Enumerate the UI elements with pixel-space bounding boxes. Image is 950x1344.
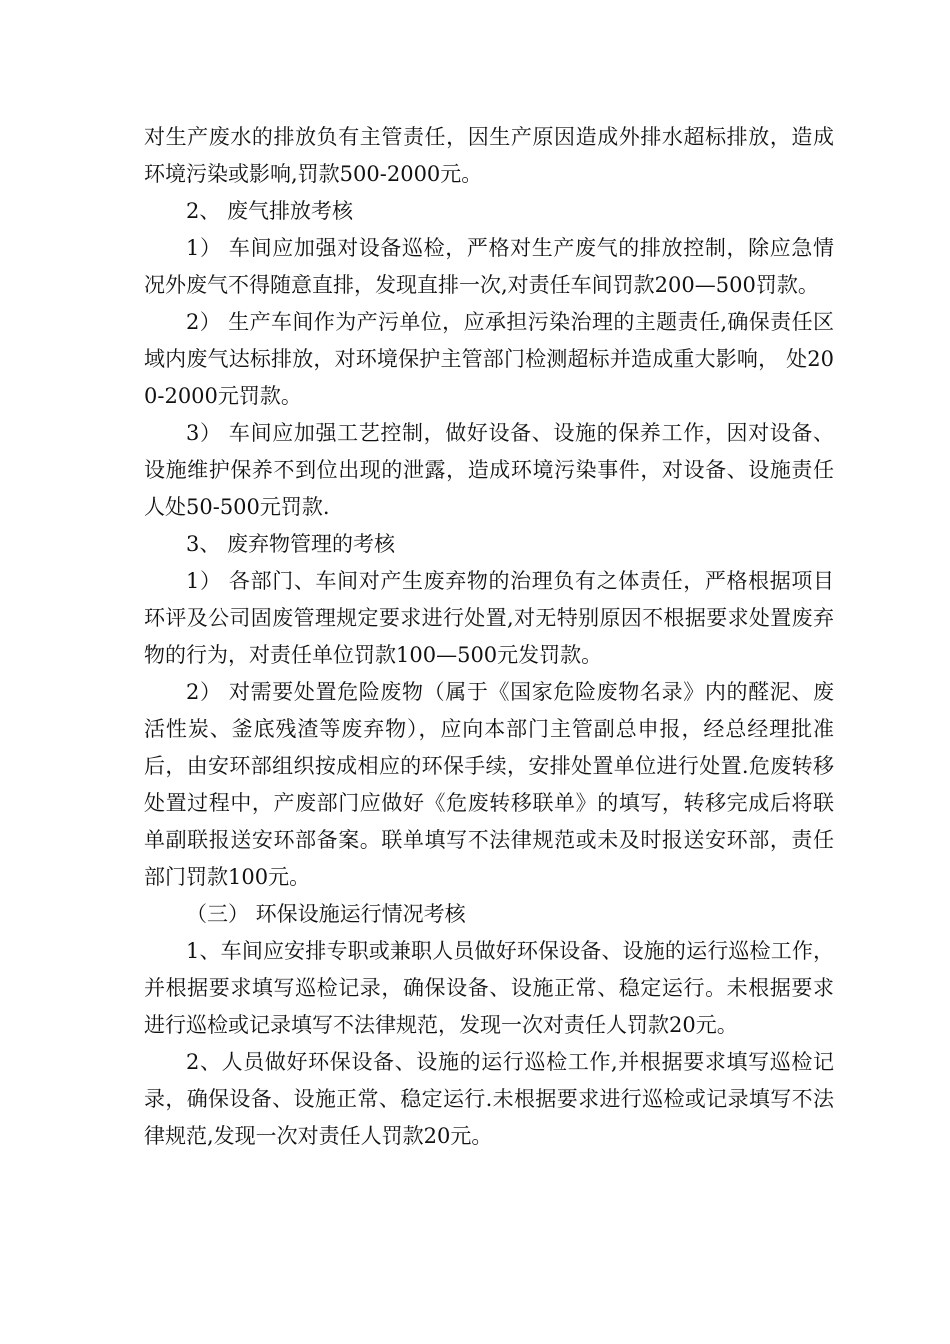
heading-waste-management: 3、 废弃物管理的考核 <box>186 532 396 556</box>
heading-exhaust-gas-assessment: 2、 废气排放考核 <box>186 199 354 223</box>
paragraph-facility-inspection-2: 2、人员做好环保设备、设施的运行巡检工作,并根据要求填写巡检记录，确保设备、设施正常、稳定运行.未根据要求进行巡检或记录填写不法律规范,发现一次对责任人罚款20元。 <box>144 1050 834 1148</box>
paragraph-hazardous-waste: 2） 对需要处置危险废物（属于《国家危险废物名录》内的醛泥、废活性炭、釜底残渣等废弃物），应向本部门主管副总申报，经总经理批准后，由安环部组织按成相应的环保手续，安排处置单位进行处置.危废转移处置过程中，产废部门应做好《危废转移联单》的填写，转移完成后将联单副联报送安环部备案。联单填写不法律规范或未及时报送安环部，责任部门罚款100元。 <box>144 680 834 889</box>
document-body <box>144 119 834 1155</box>
paragraph-exhaust-inspection: 1） 车间应加强对设备巡检，严格对生产废气的排放控制，除应急情况外废气不得随意直排，发现直排一次,对责任车间罚款200—500罚款。 <box>144 236 834 297</box>
paragraph-process-control: 3） 车间应加强工艺控制，做好设备、设施的保养工作，因对设备、设施维护保养不到位出现的泄露，造成环境污染事件，对设备、设施责任人处50-500元罚款. <box>144 421 834 519</box>
paragraph-waste-disposal: 1） 各部门、车间对产生废弃物的治理负有之体责任，严格根据项目环评及公司固废管理规定要求进行处置,对无特别原因不根据要求处置废弃物的行为，对责任单位罚款100—500元发罚款。 <box>144 569 834 667</box>
paragraph-exhaust-responsibility: 2） 生产车间作为产污单位，应承担污染治理的主题责任,确保责任区域内废气达标排放，对环境保护主管部门检测超标并造成重大影响， 处200-2000元罚款。 <box>144 310 834 408</box>
paragraph-facility-inspection-1: 1、车间应安排专职或兼职人员做好环保设备、设施的运行巡检工作，并根据要求填写巡检记录，确保设备、设施正常、稳定运行。未根据要求进行巡检或记录填写不法律规范，发现一次对责任人罚款20元。 <box>144 939 834 1037</box>
heading-facility-operation: （三） 环保设施运行情况考核 <box>186 902 466 926</box>
paragraph-wastewater-penalty: 对生产废水的排放负有主管责任，因生产原因造成外排水超标排放，造成环境污染或影响,罚款500-2000元。 <box>144 125 834 186</box>
